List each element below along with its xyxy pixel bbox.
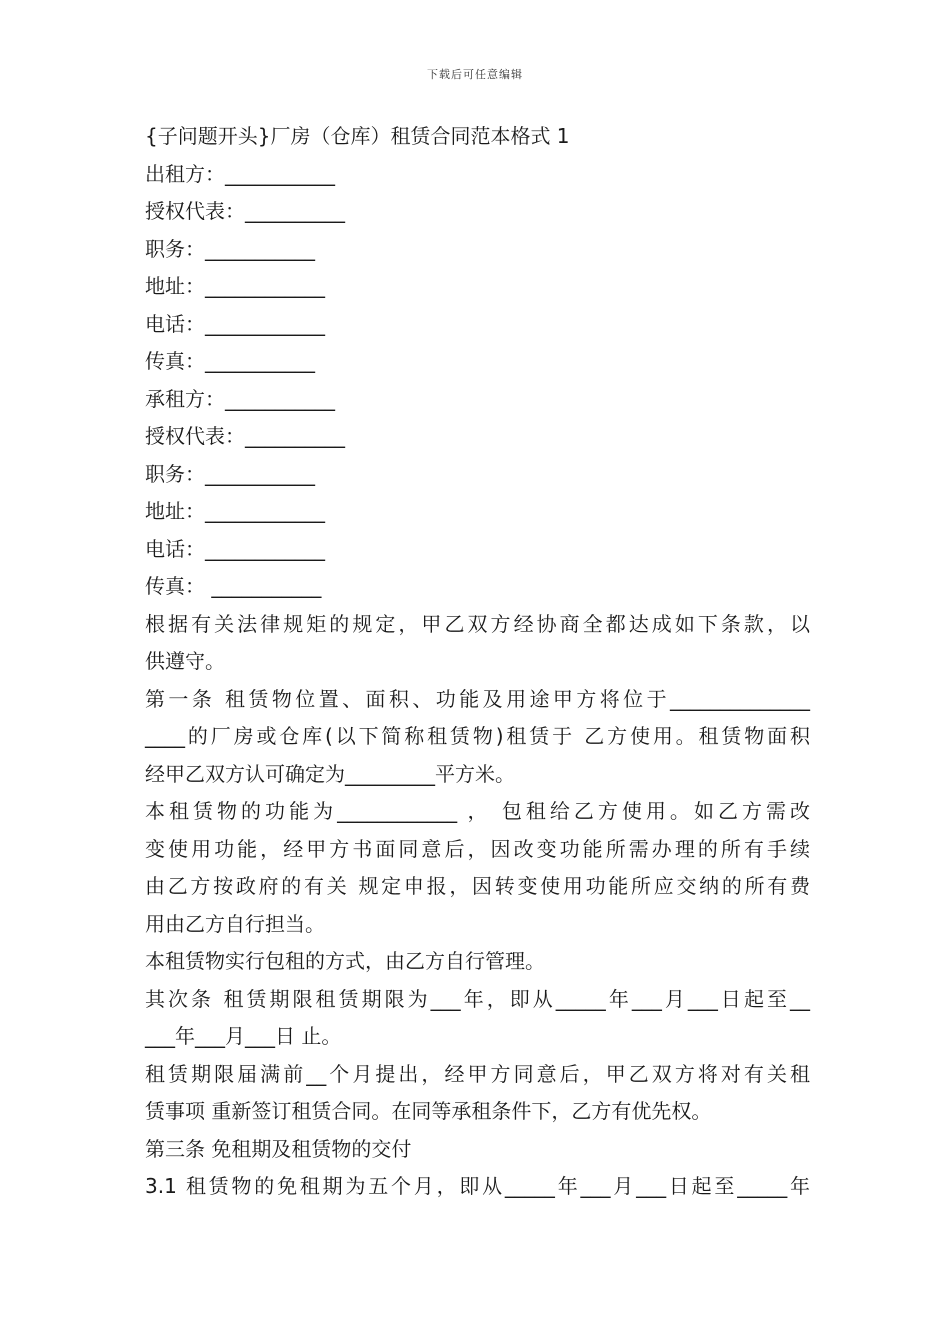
preamble-paragraph (145, 606, 810, 681)
paragraph-line: ____的厂房或仓库(以下简称租赁物)租赁于 乙方使用。租赁物面积 (145, 724, 810, 748)
paragraph-line: 3.1 租赁物的免租期为五个月，即从_____年___月___日起至_____年 (145, 1174, 810, 1198)
lessee-phone-field: 电话：____________ (145, 536, 325, 561)
lessee-section (145, 381, 810, 606)
lessee-fax-field: 传真： ___________ (145, 574, 322, 598)
lessee-name-field: 承租方：___________ (145, 386, 335, 411)
paragraph-line: 本租赁物的功能为____________ ， 包租给乙方使用。如乙方需改 (145, 799, 810, 823)
page-header: 下载后可任意编辑 (427, 68, 523, 81)
lessor-fax-field: 传真：___________ (145, 349, 315, 373)
article-1-management-paragraph (145, 943, 810, 981)
paragraph-line: ___年___月___日 止。 (145, 1024, 342, 1048)
paragraph-line: 赁事项 重新签订租赁合同。在同等承租条件下，乙方有优先权。 (145, 1099, 712, 1123)
article-2-renewal-paragraph (145, 1056, 810, 1131)
paragraph-line: 变使用功能，经甲方书面同意后，因改变功能所需办理的所有手续 (145, 836, 810, 861)
article-3-1-paragraph (145, 1168, 810, 1206)
lessor-name-field: 出租方：___________ (145, 161, 335, 186)
paragraph-line: 第三条 免租期及租赁物的交付 (145, 1136, 412, 1161)
paragraph-line: 根据有关法律规矩的规定，甲乙双方经协商全都达成如下条款，以 (145, 611, 810, 636)
lessor-address-field: 地址：____________ (145, 274, 325, 298)
lessor-position-field: 职务：___________ (145, 236, 315, 261)
paragraph-line: 第一条 租赁物位置、面积、功能及用途甲方将位于______________ (145, 686, 810, 711)
article-2-paragraph (145, 981, 810, 1056)
paragraph-line: 供遵守。 (145, 649, 225, 673)
lessee-representative-field: 授权代表：__________ (145, 424, 345, 448)
paragraph-line: 经甲乙双方认可确定为_________平方米。 (145, 761, 515, 786)
document-title: {子问题开头}厂房（仓库）租赁合同范本格式 1 (145, 124, 570, 148)
paragraph-line: 由乙方按政府的有关 规定申报，因转变使用功能所应交纳的所有费 (145, 874, 810, 898)
lessor-section (145, 156, 810, 381)
article-1-function-paragraph (145, 793, 810, 943)
article-1-paragraph (145, 681, 810, 794)
paragraph-line: 本租赁物实行包租的方式，由乙方自行管理。 (145, 949, 545, 973)
article-3-heading (145, 1131, 810, 1169)
paragraph-line: 用由乙方自行担当。 (145, 911, 325, 936)
lessor-phone-field: 电话：____________ (145, 311, 325, 336)
paragraph-line: 其次条 租赁期限租赁期限为___年，即从_____年___月___日起至__ (145, 986, 810, 1011)
lessee-position-field: 职务：___________ (145, 461, 315, 486)
lessee-address-field: 地址：____________ (145, 499, 325, 523)
paragraph-line: 租赁期限届满前__个月提出，经甲方同意后，甲乙双方将对有关租 (145, 1061, 810, 1086)
document-body (145, 118, 810, 1206)
lessor-representative-field: 授权代表：__________ (145, 199, 345, 223)
